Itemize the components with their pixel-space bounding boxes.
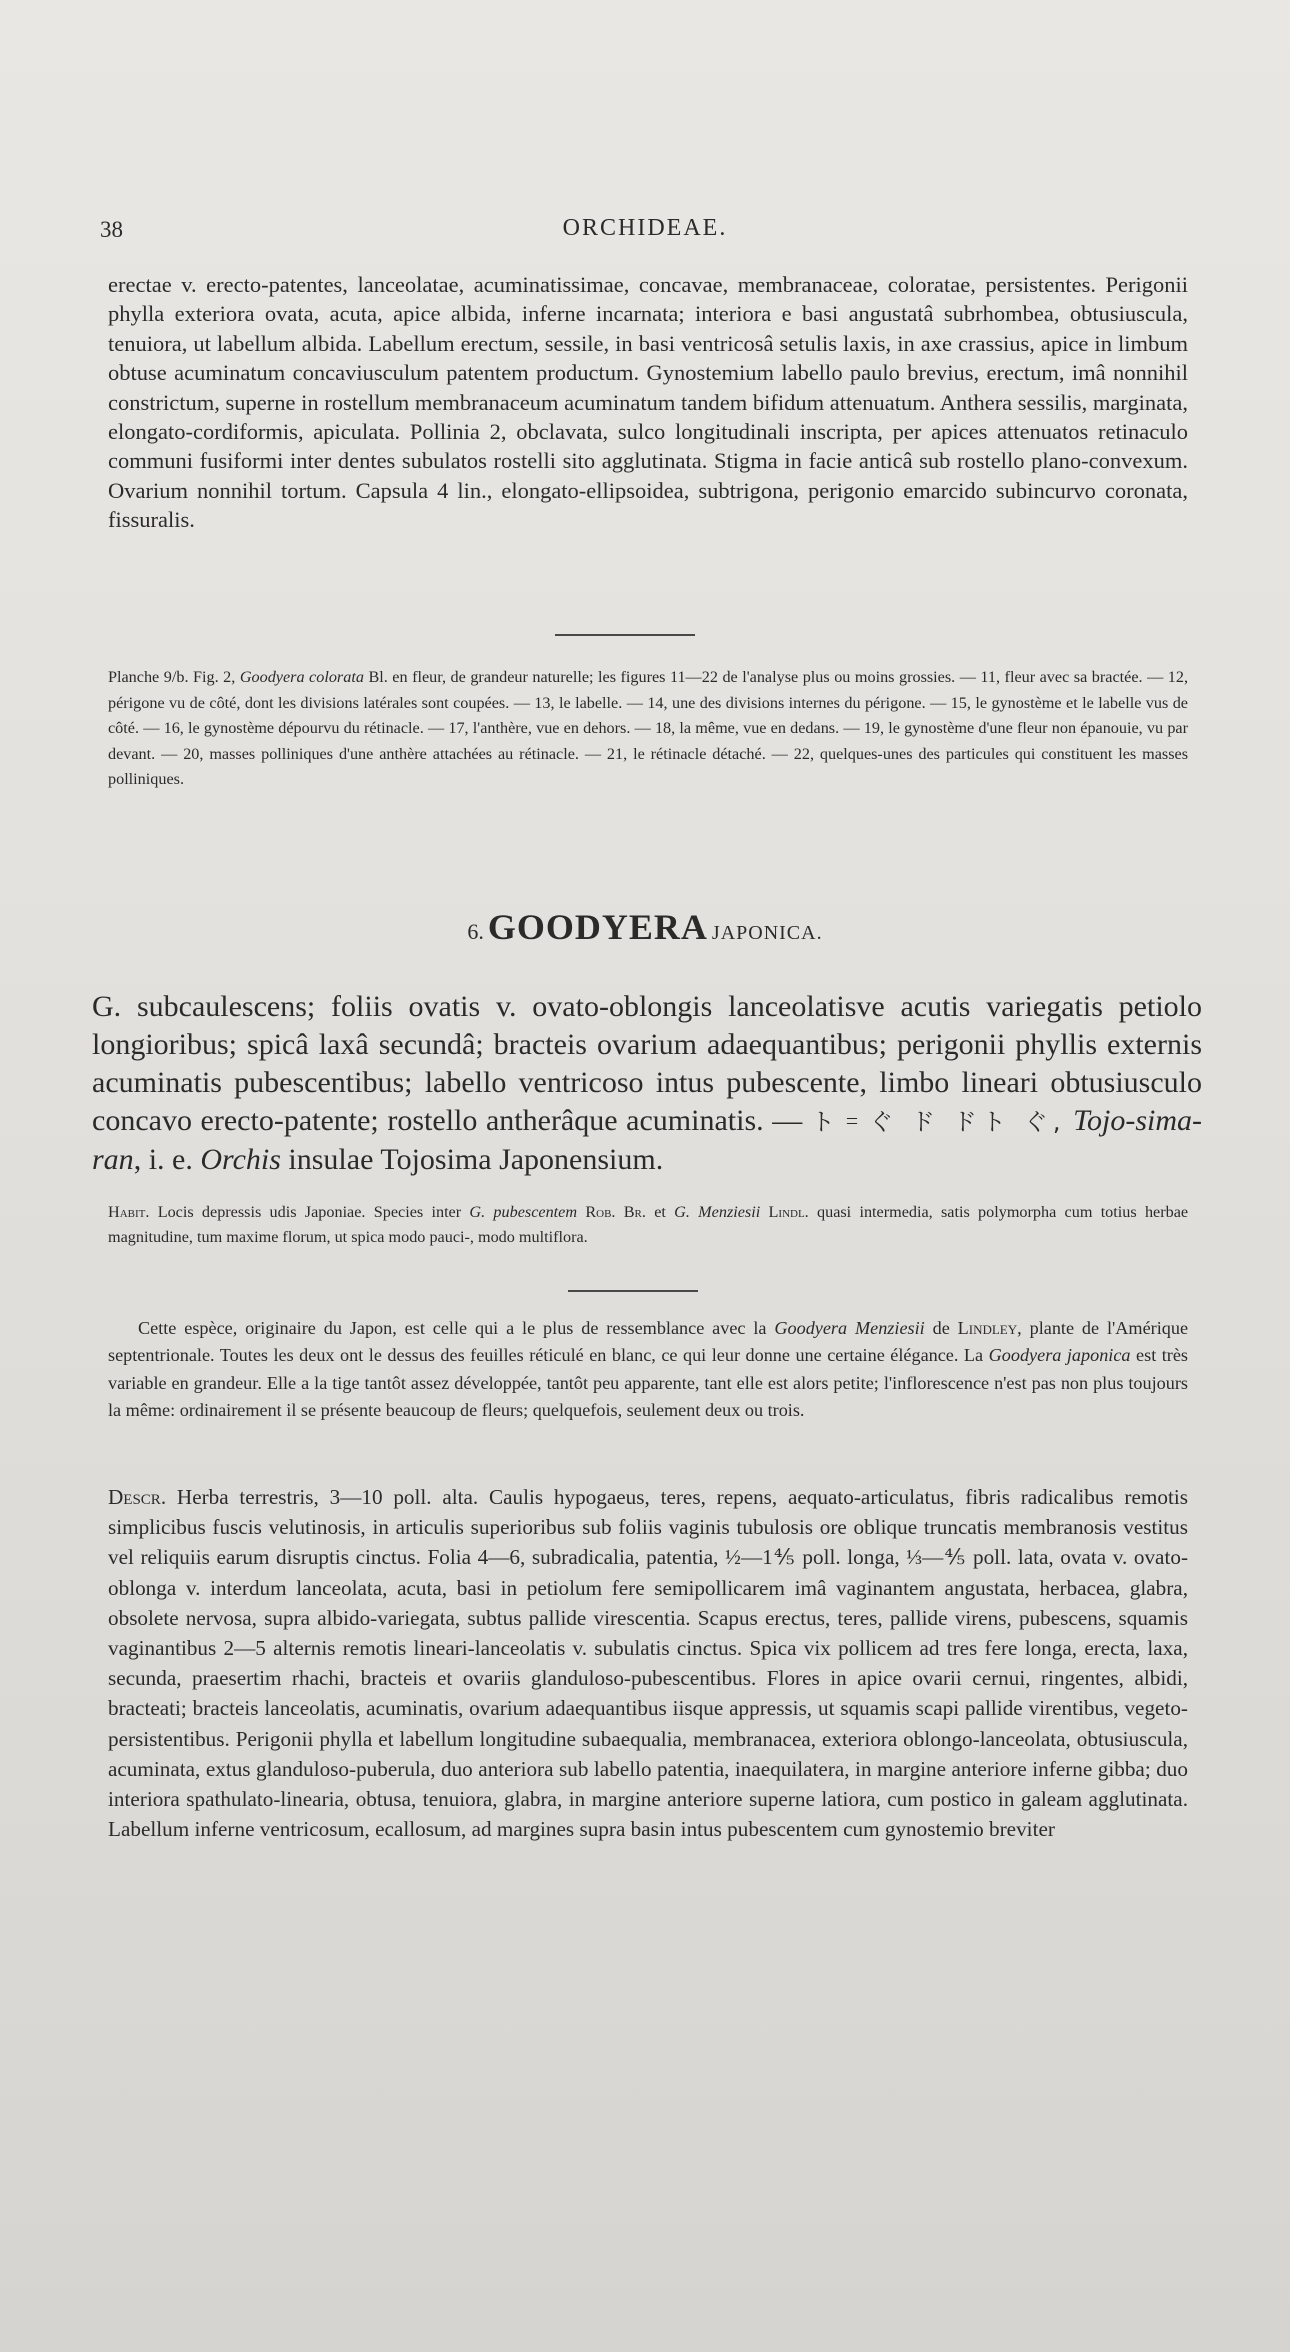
species-genus: GOODYERA: [487, 907, 708, 947]
habitat-label: Habit.: [108, 1203, 150, 1221]
french-text-2: de: [932, 1318, 950, 1338]
habitat-author-1: Rob. Br.: [585, 1203, 646, 1221]
french-author: Lindley,: [957, 1318, 1022, 1338]
section-divider: [555, 634, 695, 636]
habitat-author-2: Lindl.: [768, 1203, 809, 1221]
plate-caption-lead: Planche 9/b. Fig. 2,: [108, 668, 236, 686]
plate-caption-species: Goodyera colorata: [239, 668, 364, 686]
french-text-1: Cette espèce, originaire du Japon, est celle qui a le plus de ressemblance avec la: [138, 1318, 767, 1338]
section-divider-2: [568, 1290, 698, 1292]
species-diagnosis: [92, 988, 1202, 1179]
habitat-species-1: G. pubescentem: [469, 1203, 578, 1221]
french-species-2: Goodyera japonica: [988, 1345, 1131, 1366]
diagnosis-text: G. subcaulescens; foliis ovatis v. ovato-oblongis lanceolatisve acutis variegatis petiolo longioribus; spicâ laxâ secundâ; bracteis ovarium adaequantibus; perigonii phyllis externis acuminatis pubescentibus; labello ventricoso intus pubescente, limbo lineari obtusiusculo concavo erecto-patente; rostello antherâque acuminatis. —: [92, 990, 1202, 1137]
running-head: ORCHIDEAE.: [562, 215, 728, 241]
species-number: 6.: [467, 919, 484, 944]
habitat-text-2: et: [654, 1203, 666, 1221]
japanese-name-romanized: Tojo-sima-ran: [92, 1104, 1202, 1176]
description-text: Herba terrestris, 3—10 poll. alta. Caulis hypogaeus, teres, repens, aequato-articulatus, fibris radicalibus remotis simplicibus fuscis velutinosis, in articulis superioribus sub foliis vaginis tubulosis ore oblique truncatis membranosis vestitus vel reliquiis earum disruptis cinctus. Folia 4—6, subradicalia, patentia, ½—1⅘ poll. longa, ⅓—⅘ poll. lata, ovata v. ovato-oblonga v. interdum lanceolata, acuta, basi in petiolum fere semipollicarem imâ vaginantem angustata, herbacea, glabra, obsolete nervosa, supra albido-variegata, subtus pallide virescentia. Scapus erectus, teres, pallide virens, pubescens, squamis vaginantibus 2—5 alternis remotis lineari-lanceolatis v. subulatis cinctus. Spica vix pollicem ad tres fere longa, erecta, laxa, secunda, praesertim rhachi, bracteis et ovariis glanduloso-pubescentibus. Flores in apice ovarii cernui, ringentes, albidi, bracteati; bracteis lanceolatis, acuminatis, ovarium adaequantibus iisque appressis, ut squamis scapi pallide virentibus, vegeto-persistentibus. Perigonii phylla et labellum longitudine subaequalia, membranacea, exteriora oblongo-lanceolata, obtusiuscula, acuminata, extus glanduloso-puberula, duo anteriora sub labello patentia, inaequilatera, in margine anteriore inferne gibba; duo interiora spathulato-linearia, obtusa, tenuiora, glabra, in margine anteriore superne latiora, cum postico in galeam agglutinata. Labellum inferne ventricosum, ecallosum, ad margines supra basin intus pubescentem cum gynostemio breviter: [108, 1485, 1188, 1842]
habitat-species-2: G. Menziesii: [674, 1203, 761, 1221]
habitat-text-1: Locis depressis udis Japoniae. Species inter: [157, 1203, 462, 1221]
page-number: 38: [100, 217, 123, 242]
description-paragraph: [108, 1482, 1188, 1844]
plate-caption-text: Bl. en fleur, de grandeur naturelle; les figures 11—22 de l'analyse plus ou moins grossies. — 11, fleur avec sa bractée. — 12, périgone vu de côté, dont les divisions latérales sont coupées. — 13, le labelle. — 14, une des divisions internes du périgone. — 15, le gynostème et le labelle vus de côté. — 16, le gynostème dépourvu du rétinacle. — 17, l'anthère, vue en dehors. — 18, la même, vue en dedans. — 19, le gynostème d'une fleur non épanouie, vu par devant. — 20, masses polliniques d'une anthère attachées au rétinacle. — 21, le rétinacle détaché. — 22, quelques-unes des particules qui constituent les masses polliniques.: [108, 668, 1188, 788]
plate-caption: [108, 665, 1188, 793]
page-header: [0, 213, 1290, 253]
diagnosis-orchis: Orchis: [200, 1143, 281, 1176]
french-text-4: est très variable en grandeur. Elle a la tige tantôt assez développée, tantôt peu apparente, tant elle est alors petite; l'inflorescence n'est pas non plus toujours la même: ordinairement il se présente beaucoup de fleurs; quelquefois, seulement deux ou trois.: [108, 1345, 1189, 1421]
diagnosis-tail: insulae Tojosima Japonensium.: [288, 1143, 664, 1176]
habitat-text-3: quasi intermedia, satis polymorpha cum totius herbae magnitudine, tum maxime florum, ut spica modo pauci-, modo multiflora.: [108, 1203, 1189, 1246]
species-heading: [0, 906, 1290, 948]
diagnosis-ie: , i. e.: [133, 1143, 193, 1176]
species-epithet: JAPONICA.: [711, 922, 823, 944]
habitat-paragraph: [108, 1200, 1188, 1250]
french-text-3: plante de l'Amérique septentrionale. Toutes les deux ont le dessus des feuilles réticulé en blanc, ce qui leur donne une certaine élégance. La: [108, 1318, 1189, 1366]
description-label: Descr.: [108, 1485, 167, 1509]
japanese-name-kana: ト゠ぐ ド ドト ぐ,: [810, 1108, 1065, 1136]
french-species-1: Goodyera Menziesii: [774, 1318, 925, 1338]
continued-description-paragraph: erectae v. erecto-patentes, lanceolatae, acuminatissimae, concavae, membranaceae, coloratae, persistentes. Perigonii phylla exteriora ovata, acuta, apice albida, inferne incarnata; interiora e basi angustatâ subrhombea, obtusiuscula, tenuiora, ut labellum albida. Labellum erectum, sessile, in basi ventricosâ setulis laxis, in axe crassius, apice in limbum obtuse acuminatum concaviusculum patentem productum. Gynostemium labello paulo brevius, erectum, imâ nonnihil constrictum, superne in rostellum membranaceum acuminatum tandem bifidum attenuatum. Anthera sessilis, marginata, elongato-cordiformis, apiculata. Pollinia 2, obclavata, sulco longitudinali inscripta, per apices attenuatos retinaculo communi fusiformi inter dentes subulatos rostelli sito agglutinata. Stigma in facie anticâ sub rostello plano-convexum. Ovarium nonnihil tortum. Capsula 4 lin., elongato-ellipsoidea, subtrigona, perigonio emarcido subincurvo coronata, fissuralis.: [108, 272, 1188, 533]
french-commentary: [108, 1315, 1188, 1425]
